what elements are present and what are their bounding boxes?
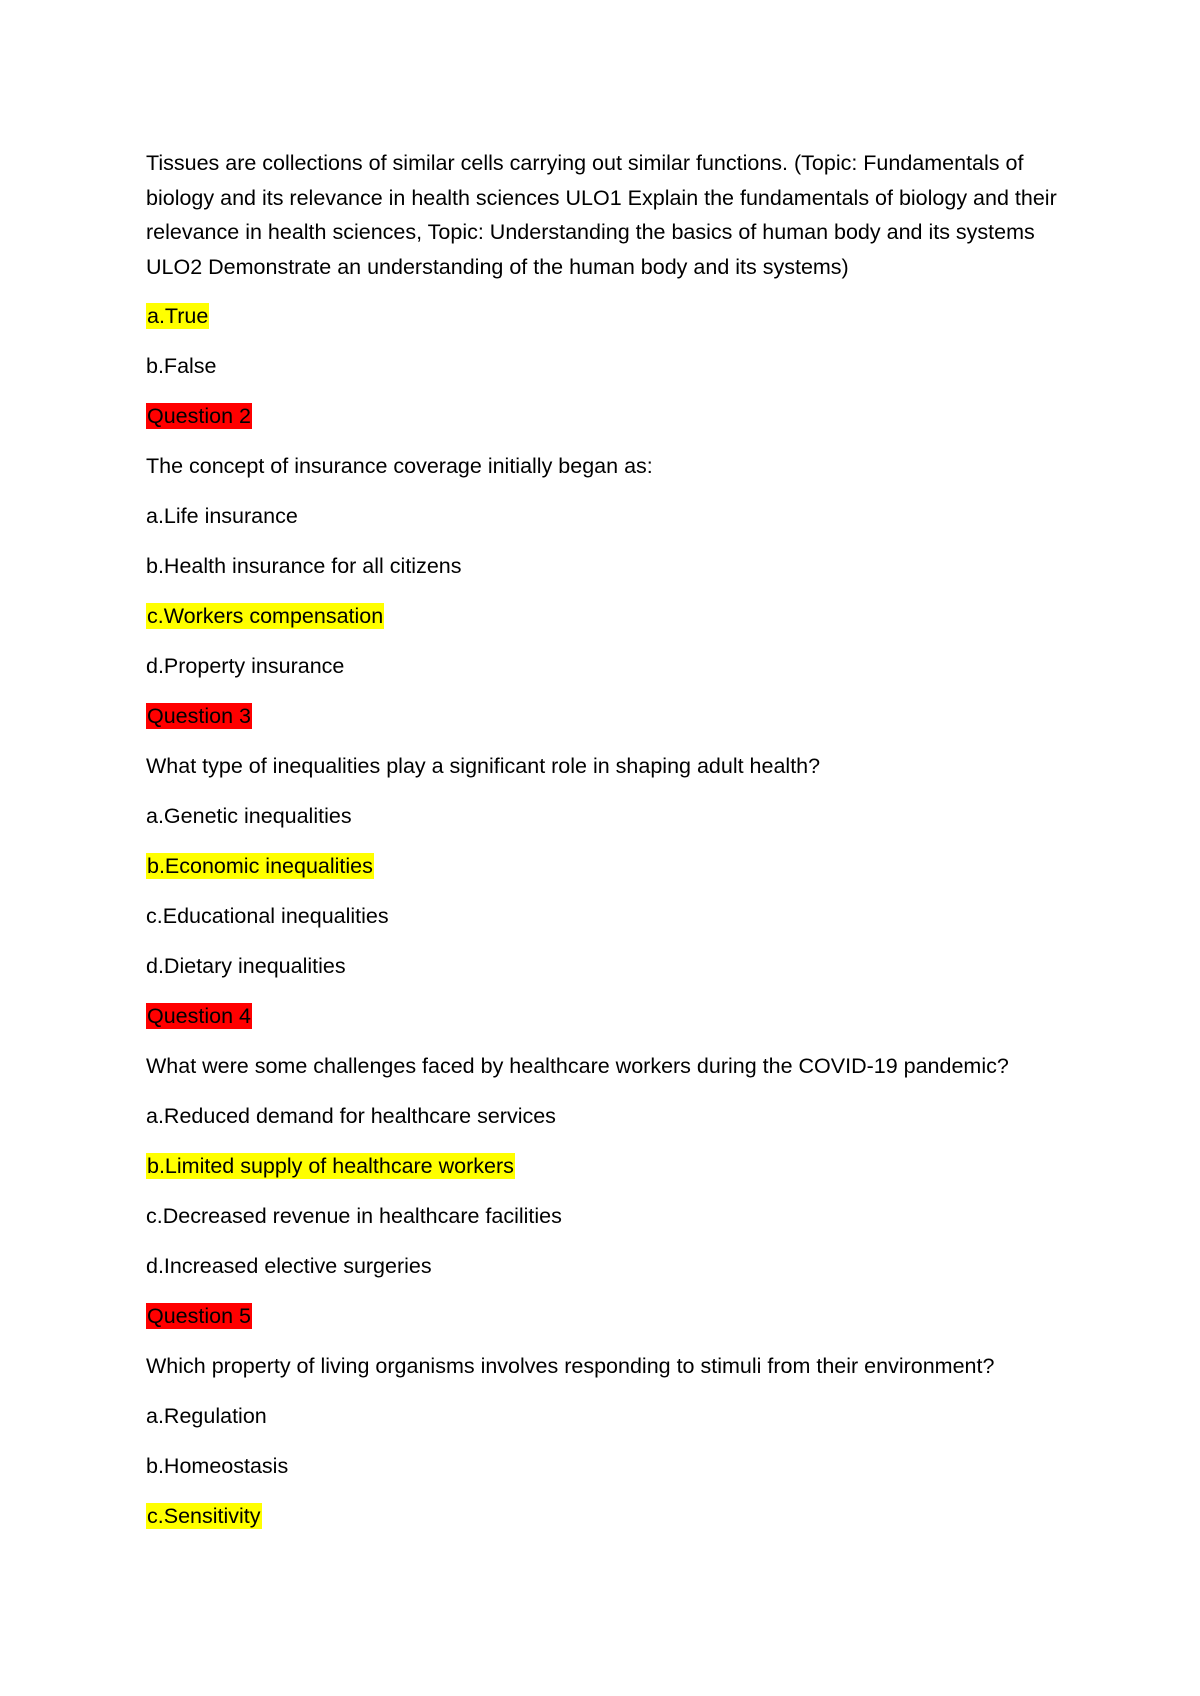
question-label-highlight: Question 5 [147, 1304, 251, 1328]
question-2-text: The concept of insurance coverage initially began as: [146, 454, 653, 478]
question-label-highlight: Question 2 [147, 404, 251, 428]
question-2-option-c [146, 601, 384, 631]
question-2-option-a: a.Life insurance [146, 504, 298, 528]
question-3-label [146, 701, 252, 731]
question-3-option-d: d.Dietary inequalities [146, 954, 346, 978]
answer-highlight: a.True [147, 304, 209, 328]
question-5-option-c [146, 1501, 262, 1531]
question-2-option-d: d.Property insurance [146, 654, 345, 678]
answer-highlight: c.Sensitivity [147, 1504, 261, 1528]
question-4-option-b [146, 1151, 515, 1181]
question-5-text: Which property of living organisms involves responding to stimuli from their environment? [146, 1354, 995, 1378]
question-5-option-b: b.Homeostasis [146, 1454, 289, 1478]
question-3-option-b [146, 851, 374, 881]
question-3-text: What type of inequalities play a significant role in shaping adult health? [146, 754, 821, 778]
question-4-option-d: d.Increased elective surgeries [146, 1254, 432, 1278]
question-5-option-a: a.Regulation [146, 1404, 267, 1428]
question-4-label [146, 1001, 252, 1031]
question-2-option-b: b.Health insurance for all citizens [146, 554, 462, 578]
question-label-highlight: Question 3 [147, 704, 251, 728]
question-4-option-a: a.Reduced demand for healthcare services [146, 1104, 556, 1128]
question-5-label [146, 1301, 252, 1331]
question-1-option-b: b.False [146, 354, 217, 378]
question-3-option-a: a.Genetic inequalities [146, 804, 352, 828]
question-1-text: Tissues are collections of similar cells carrying out similar functions. (Topic: Fundamentals of biology and its relevance in health sciences ULO1 Explain the fundamentals of biology and their relevance in health sciences, Topic: Understanding the basics of human body and its systems ULO2 Demonstrate an understanding of the human body and its systems) [146, 151, 1057, 279]
question-2-label [146, 401, 252, 431]
question-4-option-c: c.Decreased revenue in healthcare facilities [146, 1204, 562, 1228]
question-label-highlight: Question 4 [147, 1004, 251, 1028]
answer-highlight: c.Workers compensation [147, 604, 384, 628]
answer-highlight: b.Limited supply of healthcare workers [147, 1154, 514, 1178]
document-page [146, 0, 1066, 1696]
question-4-text: What were some challenges faced by healthcare workers during the COVID-19 pandemic? [146, 1054, 1009, 1078]
answer-highlight: b.Economic inequalities [147, 854, 373, 878]
question-3-option-c: c.Educational inequalities [146, 904, 389, 928]
question-1-option-a [146, 301, 209, 331]
